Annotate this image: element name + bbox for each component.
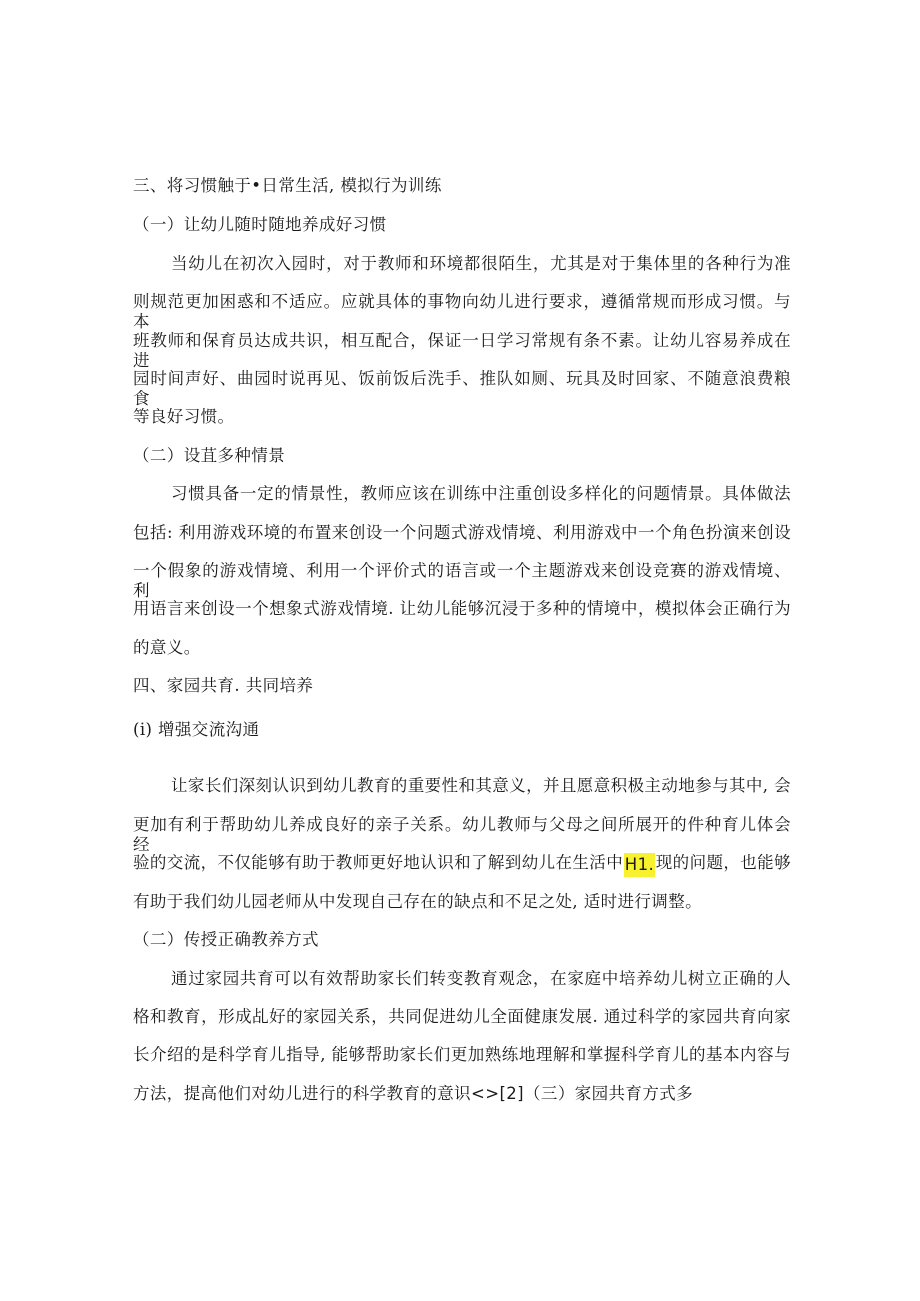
section-3-2-title: （二）设苴多种情景 [133,446,286,465]
paragraph-line: 等良好习惯。 [133,407,235,426]
paragraph-line: 班教师和保育员达成共识，相互配合，保证一日学习常规有条不素。让幼儿容易养成在进 [133,331,791,370]
paragraph-line: 则规范更加困惑和不适应。应就具体的事物向幼儿进行要求，遵循常规而形成习惯。与本 [133,292,791,331]
paragraph-line-with-citation [133,1084,693,1104]
citation-marker: <>[2] [471,1084,525,1103]
paragraph-line: 园时间声好、曲园时说再见、饭前饭后洗手、推队如厕、玩具及时回家、不随意浪费粮食 [133,369,791,408]
paragraph-line: 当幼儿在初次入园时，对于教师和环境都很陌生，尤其是对于集体里的各种行为准 [171,254,791,273]
paragraph-line: 有助于我们幼儿园老师从中发现自己存在的缺点和不足之处, 适时进行调整。 [133,892,702,911]
paragraph-line: 的意义。 [133,638,201,657]
highlighted-text: H1. [624,853,655,877]
paragraph-text: 方法，提高他们对幼儿进行的科学教育的意识 [133,1084,471,1103]
paragraph-line: 包括: 利用游戏环境的布置来创设一个问题式游戏情境、利用游戏中一个角色扮演来创设 [133,523,791,542]
paragraph-line: 一个假象的游戏情境、利用一个评价式的语言或一个主题游戏来创设竞赛的游戏情境、利 [133,561,791,600]
paragraph-line: 长介绍的是科学育儿指导, 能够帮助家长们更加熟练地理解和掌握科学育儿的基本内容与 [133,1045,791,1064]
paragraph-text-before: 验的交流，不仅能够有助于教师更好地认识和了解到幼儿在生活中 [133,853,624,872]
next-section-title: （三）家园共育方式多 [524,1084,694,1103]
paragraph-line: 格和教育，形成乩好的家园关系，共同促进幼儿全面健康发展. 通过科学的家园共育向家 [133,1007,791,1026]
section-3-1-title: （一）让幼儿随时随地养成好习惯 [133,215,387,234]
section-4-1-title: (i) 增强交流沟通 [133,720,260,739]
section-3-heading: 三、将习惯触于•日常生活, 模拟行为训练 [133,176,442,195]
paragraph-line: 更加有利于帮助幼儿养成良好的亲子关系。幼儿教师与父母之间所展开的件种育儿体会经 [133,815,791,854]
paragraph-line: 通过家园共育可以有效帮助家长们转变教育观念，在家庭中培养幼儿树立正确的人 [171,969,791,988]
section-4-2-title: （二）传授正确教养方式 [133,930,319,949]
paragraph-text-after: 现的问题，也能够 [655,853,791,872]
paragraph-line-with-highlight [133,853,791,877]
section-4-heading: 四、家园共育. 共同培养 [133,676,314,695]
paragraph-line: 用语言来创设一个想象式游戏情境. 让幼儿能够沉浸于多种的情境中，模拟体会正确行为 [133,599,791,618]
paragraph-line: 让家长们深刻认识到幼儿教育的重要性和其意义，并且愿意积极主动地参与其中, 会 [171,776,791,795]
paragraph-line: 习惯具备一定的情景性，教师应该在训练中注重创设多样化的问题情景。具体做法 [171,484,791,503]
